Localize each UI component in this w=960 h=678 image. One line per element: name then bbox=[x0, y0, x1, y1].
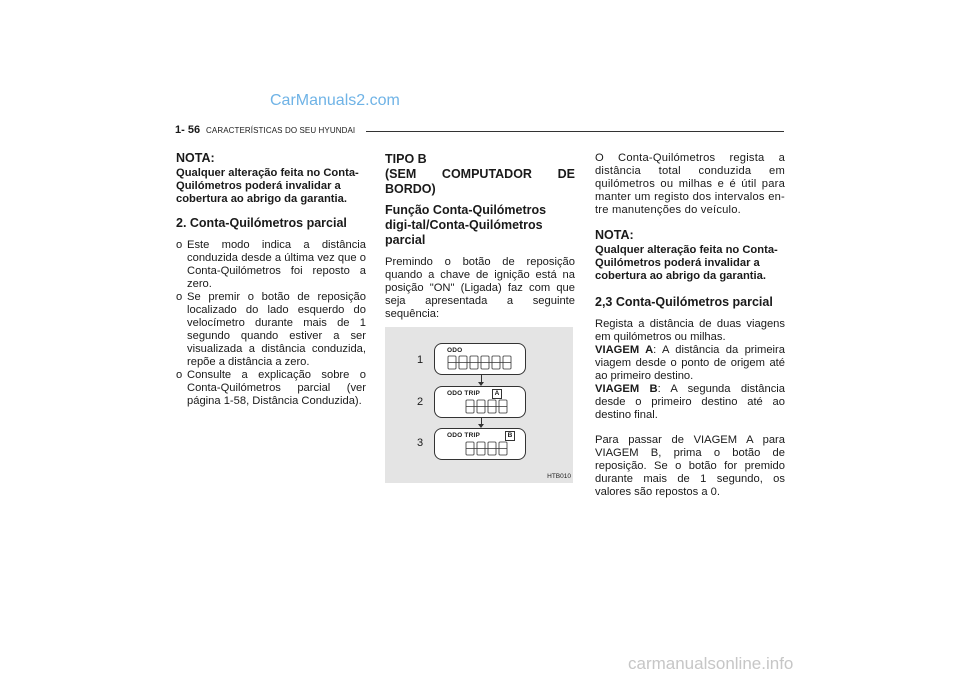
odometer-figure bbox=[385, 327, 573, 483]
digits-icon bbox=[465, 399, 515, 415]
paragraph-viagem-b bbox=[595, 383, 785, 422]
intro-paragraph: O Conta-Quilómetros regista a distância total conduzida em quilómetros ou milhas e é útil para manter um registo dos intervalos en-tre manutenções do veículo. bbox=[595, 152, 785, 216]
header-rule bbox=[366, 131, 784, 132]
list-item bbox=[176, 291, 366, 369]
section-heading: 2. Conta-Quilómetros parcial bbox=[176, 216, 347, 230]
lcd-display bbox=[434, 343, 526, 375]
lcd-label: ODO TRIP bbox=[447, 432, 481, 439]
digits-icon bbox=[447, 355, 517, 371]
watermark-logo[interactable]: carmanualsonline.info bbox=[628, 654, 794, 673]
column-left bbox=[176, 152, 366, 408]
row-number: 3 bbox=[417, 437, 424, 449]
bullet-text: Consulte a explicação sobre o Conta-Quilómetros parcial (ver página 1-58, Distância Conduzida). bbox=[187, 369, 366, 407]
row-number: 1 bbox=[417, 354, 424, 366]
column-middle bbox=[385, 152, 575, 354]
lcd-display bbox=[434, 386, 526, 418]
viagem-b-text: : A segunda distância desde o primeiro destino até ao destino final. bbox=[595, 383, 785, 421]
type-heading bbox=[385, 152, 575, 197]
trip-badge: A bbox=[492, 389, 502, 399]
note-text: Qualquer alteração feita no Conta-Quilómetros poderá invalidar a cobertura ao abrigo da garantia. bbox=[595, 244, 778, 282]
note-label: NOTA: bbox=[176, 151, 215, 165]
note-text: Qualquer alteração feita no Conta-Quilómetros poderá invalidar a cobertura ao abrigo da garantia. bbox=[176, 167, 359, 205]
viagem-a-label: VIAGEM A bbox=[595, 344, 654, 356]
note-label: NOTA: bbox=[595, 228, 634, 242]
list-item bbox=[176, 239, 366, 291]
paragraph: Regista a distância de duas viagens em quilómetros ou milhas. bbox=[595, 318, 785, 343]
column-right bbox=[595, 152, 785, 499]
digits-icon bbox=[465, 441, 515, 457]
bullet-marker: o bbox=[176, 291, 183, 303]
viagem-b-label: VIAGEM B bbox=[595, 383, 658, 395]
bullet-marker: o bbox=[176, 239, 183, 251]
row-number: 2 bbox=[417, 396, 424, 408]
lcd-label: ODO TRIP bbox=[447, 390, 481, 397]
type-heading-line: BORDO) bbox=[385, 182, 436, 196]
type-heading-line: (SEM COMPUTADOR DE bbox=[385, 167, 575, 181]
section-title: CARACTERÍSTICAS DO SEU HYUNDAI bbox=[206, 126, 356, 135]
bullet-marker: o bbox=[176, 369, 183, 381]
paragraph: Para passar de VIAGEM A para VIAGEM B, prima o botão de reposição. Se o botão for premido durante mais de 1 segundo, os valores são repostos a 0. bbox=[595, 434, 785, 498]
figure-code: HTB010 bbox=[547, 473, 571, 480]
intro-paragraph: Premindo o botão de reposição quando a chave de ignição está na posição "ON" (Ligada) faz com que seja apresentada a seguinte sequência: bbox=[385, 256, 575, 320]
bullet-text: Se premir o botão de reposição localizado do lado esquerdo do velocímetro durante mais de 1 segundo quando estiver a ser visualizada a distância conduzida, repõe a distância a zero. bbox=[187, 291, 366, 368]
viagem-a-text: : A distância da primeira viagem desde o ponto de origem até ao primeiro destino. bbox=[595, 344, 785, 382]
lcd-display bbox=[434, 428, 526, 460]
trip-badge: B bbox=[505, 431, 515, 441]
page-number: 1- 56 bbox=[175, 124, 201, 136]
bullet-text: Este modo indica a distância conduzida desde a última vez que o Conta-Quilómetros foi reposto a zero. bbox=[187, 239, 366, 290]
lcd-label: ODO bbox=[447, 347, 463, 354]
type-heading-line: TIPO B bbox=[385, 152, 427, 166]
section-heading: 2,3 Conta-Quilómetros parcial bbox=[595, 295, 773, 309]
list-item bbox=[176, 369, 366, 408]
section-heading: Função Conta-Quilómetros digi-tal/Conta-Quilómetros parcial bbox=[385, 203, 547, 247]
watermark-logo[interactable]: CarManuals2.com bbox=[270, 92, 400, 109]
paragraph-viagem-a bbox=[595, 344, 785, 383]
